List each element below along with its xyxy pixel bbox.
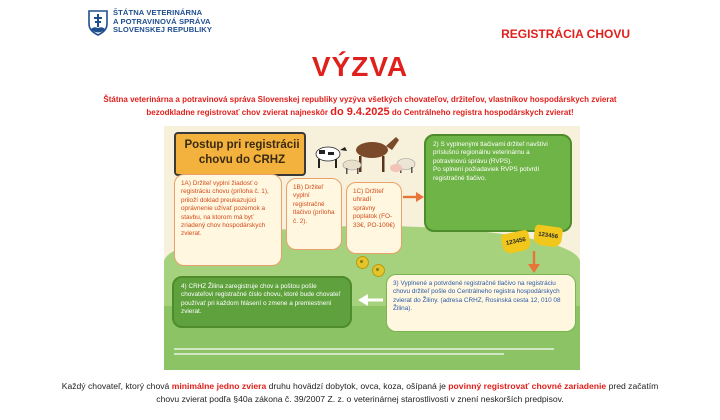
obligation-paragraph — [60, 380, 660, 406]
step-2-text-a: 2) S vyplnenými tlačivami držiteľ navštívi príslušnú regionálnu veterinárnu a potravinovú správu (RVPS). — [433, 141, 548, 165]
step-1b: 1B) Držiteľ vyplní registračné tlačivo (príloha č. 2). — [286, 178, 342, 250]
bottom-bold-1: minimálne jedno zviera — [171, 381, 267, 391]
lead-line-2 — [80, 106, 640, 119]
infographic-title — [174, 132, 306, 176]
lead-line-2-pre: bezodkladne registrovať chov zvierat najneskôr — [146, 108, 331, 117]
bottom-text-1: Každý chovateľ, ktorý chová — [61, 381, 172, 391]
coin-icon — [372, 264, 385, 277]
infographic-title-line-1: Postup pri registrácii — [184, 139, 300, 151]
farm-animals-illustration — [310, 132, 420, 176]
bottom-text-3: pred začatím chovu zvierat podľa §40a zákona č. 39/2007 Z. z. o veterinárnej starostlivosti v znení neskorších predpisov. — [156, 381, 659, 404]
registration-infographic — [164, 126, 580, 370]
infographic-fine-print-decorative — [174, 348, 570, 355]
lead-paragraph — [80, 93, 640, 119]
ear-tag-icon: 123456 — [533, 224, 564, 248]
bottom-bold-2: povinný registrovať chovné zariadenie — [448, 381, 607, 391]
lead-line-2-post: do Centrálneho registra hospodárskych zvierat! — [389, 108, 574, 117]
infographic-title-line-2: chovu do CRHZ — [198, 154, 286, 166]
org-line-1: ŠTÁTNA VETERINÁRNA — [113, 8, 203, 17]
infographic-title-text — [182, 138, 302, 168]
step-4: 4) CRHZ Žilina zaregistruje chov a poštou pošle chovateľovi registračné číslo chovu, ktoré bude chovateľ používať pri každom hlásení o zmene a premiestnení zvierat. — [172, 276, 352, 328]
section-title: REGISTRÁCIA CHOVU — [501, 27, 630, 41]
step-2 — [424, 134, 572, 232]
arrow-icon — [402, 190, 426, 204]
page-headline: VÝZVA — [311, 51, 409, 82]
slovak-coat-of-arms-icon — [88, 10, 108, 36]
org-line-3: SLOVENSKEJ REPUBLIKY — [113, 25, 213, 35]
coin-icon — [356, 256, 369, 269]
step-3: 3) Vyplnené a potvrdené registračné tlačivo na registráciu chovu držiteľ pošle do Centrálneho registra hospodárskych zvierat do Žiliny. (adresa CRHZ, Rosinská cesta 12, 010 08 Žilina). — [386, 274, 576, 332]
ear-tag-icon: 123456 — [500, 229, 532, 254]
step-1a: 1A) Držiteľ vyplní žiadosť o registráciu chovu (príloha č. 1), priloží doklad preukazujúci oprávnenie užívať pozemok a stavbu, na ktorom má byť zriadený chov hospodárskych zvierat. — [174, 174, 282, 266]
arrow-icon — [524, 250, 544, 274]
step-2-text-b: Po splnení požiadaviek RVPS potvrdí registračné tlačivo. — [433, 166, 540, 182]
step-1c: 1C) Držiteľ uhradí správny poplatok (FO- 33€, PO-100€) — [346, 182, 402, 254]
deadline-date: do 9.4.2025 — [330, 106, 390, 118]
bottom-text-2: druhu hovädzí dobytok, ovca, koza, ošípaná je — [266, 381, 449, 391]
organization-name — [113, 9, 212, 35]
arrow-icon — [356, 292, 384, 308]
lead-line-1: Štátna veterinárna a potravinová správa Slovenskej republiky vyzýva všetkých chovateľov, držiteľov, vlastníkov hospodárskych zvierat — [103, 95, 617, 104]
org-line-2: A POTRAVINOVÁ SPRÁVA — [113, 16, 211, 26]
